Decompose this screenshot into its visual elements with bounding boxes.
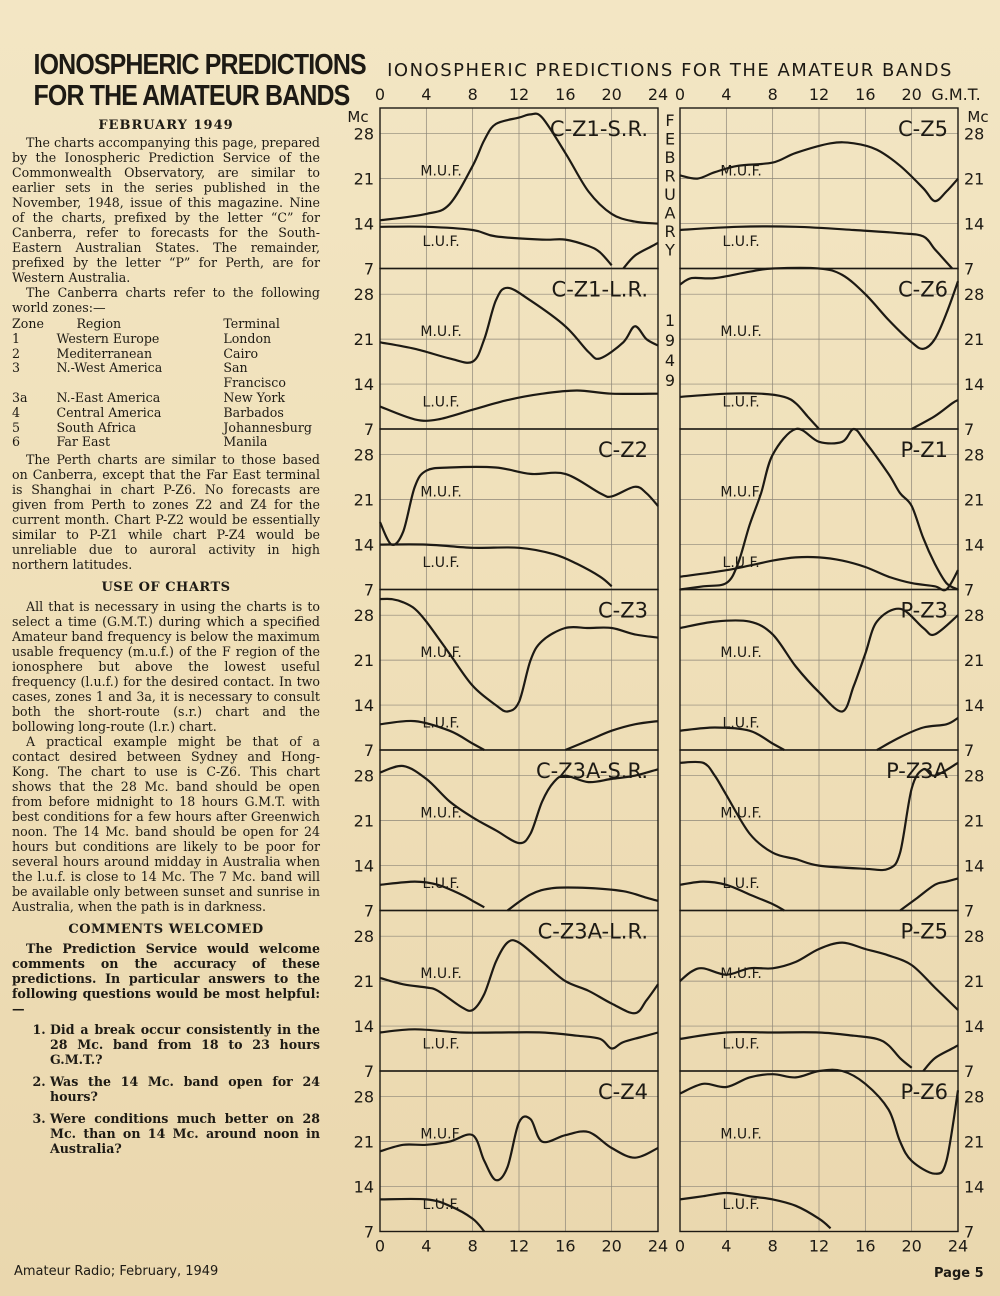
footer-publication: Amateur Radio; February, 1949 [14,1264,219,1279]
zones-intro-paragraph: The Canberra charts refer to the following world zones:— [12,285,320,315]
zone-terminal-cell: New York [223,389,286,405]
luf-label: L.U.F. [422,715,460,732]
y-tick-label: 7 [964,1062,975,1081]
y-tick-label: 7 [964,1222,975,1242]
middle-letter: F [665,111,675,130]
y-tick-label: 21 [964,169,985,189]
panel-name: C-Z1-L.R. [551,277,648,302]
top-x-tick-label: 12 [508,85,530,104]
panel-name: C-Z4 [598,1080,648,1104]
luf-curve [912,400,958,429]
luf-curve [380,227,612,266]
top-x-tick-label: 0 [674,85,686,104]
y-tick-label: 28 [353,124,374,144]
y-tick-label: 28 [964,1087,985,1107]
footer-page-number: Page 5 [934,1266,984,1281]
question-item: 3. Were conditions much better on 28 Mc. than on 14 Mc. around noon in Australia? [50,1111,320,1156]
top-x-tick-label: 4 [721,85,732,104]
y-tick-label: 21 [353,651,374,671]
zone-terminal-cell: Barbados [223,404,284,420]
zone-row [12,361,312,391]
use-of-charts-heading: USE OF CHARTS [101,580,231,596]
middle-letter: Y [665,240,675,260]
bottom-x-tick-label: 4 [721,1236,732,1256]
luf-label: L.U.F. [722,876,760,893]
muf-label: M.U.F. [720,805,762,822]
y-tick-label: 21 [353,490,374,510]
middle-letter: 9 [664,331,676,350]
zone-zone-cell: 6 [12,434,21,450]
luf-label: L.U.F. [422,394,460,411]
y-tick-label: 28 [353,766,374,786]
muf-label: M.U.F. [720,1126,762,1143]
y-tick-label: 28 [964,124,985,144]
luf-label: L.U.F. [422,1036,460,1053]
y-tick-label: 7 [363,1062,374,1081]
bottom-x-tick-label: 4 [421,1236,432,1256]
y-tick-label: 21 [964,330,985,350]
y-tick-label: 7 [964,901,975,921]
y-tick-label: 14 [964,696,985,716]
middle-letter: R [664,222,676,241]
zone-terminal-cell: Cairo [223,345,259,361]
luf-curve [623,243,658,269]
article-title-line2: FOR THE AMATEUR BANDS [33,80,350,112]
top-x-tick-label: 16 [555,85,576,104]
panel-name: C-Z5 [898,117,948,141]
y-tick-label: 7 [363,580,374,600]
chart-title: IONOSPHERIC PREDICTIONS FOR THE AMATEUR BANDS [387,60,953,81]
luf-curve [680,1032,912,1068]
luf-label: L.U.F. [722,1197,760,1214]
y-tick-label: 21 [964,972,985,992]
y-tick-label: 14 [964,856,985,876]
bottom-x-tick-label: 8 [467,1236,478,1256]
y-tick-label: 14 [353,856,374,876]
luf-label: L.U.F. [422,234,460,251]
luf-curve [900,878,958,910]
top-x-tick-label: 12 [808,85,830,104]
bottom-x-tick-label: 12 [808,1236,830,1256]
middle-letter: R [664,166,676,186]
y-tick-label: 14 [964,375,985,395]
y-tick-label: 28 [353,445,374,465]
luf-label: L.U.F. [722,715,760,732]
zone-row [12,347,312,362]
muf-label: M.U.F. [720,484,762,501]
panel-name: P-Z3 [900,598,948,623]
zone-zone-cell: 1 [12,330,21,346]
bottom-x-tick-label: 24 [947,1236,969,1256]
muf-label: M.U.F. [720,965,762,982]
panel-name: P-Z5 [900,919,948,944]
intro-paragraph: The charts accompanying this page, prepared by the Ionospheric Prediction Service of the Commonwealth Observatory, are similar to earlier sets in the series published in the November, 1948, issue of this magazine. Nine of the charts, prefixed by the letter “C” for Canberra, refer to forecasts for the South-Eastern Australian States. The remainder, prefixed by the letter “P” for Perth, are for Western Australia. [12,135,320,285]
panel-name: C-Z2 [598,438,648,462]
zone-region-cell: N.-West America [56,360,163,376]
y-tick-label: 28 [964,927,985,947]
muf-label: M.U.F. [420,323,462,340]
y-tick-label: 14 [353,1017,374,1037]
bottom-x-tick-label: 24 [647,1236,669,1256]
middle-letter: 9 [664,371,676,390]
panel-name: C-Z1-S.R. [549,117,648,141]
y-tick-label: 14 [353,696,374,716]
y-tick-label: 28 [353,285,374,305]
terminal-col-header: Terminal [223,316,280,331]
zone-row [12,421,312,436]
region-col-header: Region [76,316,122,331]
y-tick-label: 28 [353,1087,374,1107]
zone-region-cell: N.-East America [56,389,161,405]
panel-name: P-Z6 [900,1080,948,1104]
zone-zone-cell: 5 [12,419,21,435]
zone-zone-cell: 4 [12,404,21,420]
muf-label: M.U.F. [420,484,462,501]
middle-letter: 4 [664,351,676,370]
y-tick-label: 21 [964,811,985,831]
bottom-x-tick-label: 16 [555,1236,576,1256]
zones-table-header [12,317,312,332]
luf-label: L.U.F. [422,1197,460,1214]
y-tick-label: 14 [353,375,374,395]
bottom-x-tick-label: 8 [767,1236,778,1256]
y-tick-label: 7 [363,259,374,279]
y-tick-label: 14 [964,1017,985,1037]
muf-label: M.U.F. [420,644,462,661]
zone-region-cell: Western Europe [56,330,160,346]
article-date: FEBRUARY 1949 [98,118,234,133]
zone-terminal-cell: London [223,330,272,346]
y-tick-label: 21 [353,169,374,189]
top-x-tick-label: 8 [767,85,778,104]
panel-name: P-Z1 [900,438,948,462]
perth-paragraph: The Perth charts are similar to those based on Canberra, except that the Far East terminal is Shanghai in chart P-Z6. No forecasts are given from Perth to zones Z2 and Z4 for the current month. Chart P-Z2 would be essentially similar to P-Z1 while chart P-Z4 would be unreliable due to auroral activity in high northern latitudes. [12,452,320,573]
y-tick-label: 28 [964,445,985,465]
luf-label: L.U.F. [422,555,460,572]
y-tick-label: 7 [363,901,374,921]
top-x-tick-label: 4 [421,85,432,104]
y-tick-label: 21 [964,651,985,671]
y-unit-label-right: Mc [967,108,989,126]
y-tick-label: 28 [353,927,374,947]
y-tick-label: 28 [964,285,985,305]
zone-region-cell: Central America [56,404,162,420]
y-tick-label: 14 [353,535,374,555]
zone-region-cell: Mediterranean [56,345,153,361]
question-item: 1. Did a break occur consistently in the 28 Mc. band from 18 to 23 hours G.M.T.? [50,1022,320,1067]
bottom-x-tick-label: 20 [601,1236,622,1256]
muf-label: M.U.F. [420,163,462,180]
zone-zone-cell: 2 [12,345,21,361]
comments-paragraph: The Prediction Service would welcome comments on the accuracy of these predictions. In particular answers to the following questions would be most helpful:— [12,941,320,1017]
y-tick-label: 7 [964,259,975,279]
luf-curve [380,544,612,586]
luf-curve [877,718,958,750]
panel-name: C-Z3 [598,598,648,623]
top-x-tick-label: 24 [647,85,669,104]
y-tick-label: 7 [363,741,374,760]
panel-name: P-Z3A [886,759,948,783]
bottom-x-tick-label: 0 [674,1236,686,1256]
ionospheric-charts [340,52,1000,1262]
panel-name: C-Z6 [898,277,948,302]
y-tick-label: 7 [964,741,975,760]
zone-zone-cell: 3a [12,389,28,405]
luf-label: L.U.F. [722,234,760,251]
zone-row [12,391,312,406]
zone-row [12,332,312,347]
example-paragraph: A practical example might be that of a contact desired between Sydney and Hong-Kong. The chart to use is C-Z6. This chart shows that the 28 Mc. band should be open from before midnight to 18 hours G.M.T. with best conditions for a few hours after Greenwich noon. The 14 Mc. band should be open for 24 hours but conditions are likely to be poor for several hours around midday in Australia when the l.u.f. is close to 14 Mc. The 7 Mc. band will be available only between sunset and sunrise in Australia, when the path is in darkness. [12,734,320,915]
top-x-tick-label: 20 [601,85,622,104]
y-tick-label: 28 [964,606,985,626]
top-x-tick-label: 20 [901,85,922,104]
zone-terminal-cell: San Francisco [223,360,286,391]
top-x-tick-label: 16 [855,85,876,104]
y-tick-label: 7 [964,420,975,439]
y-tick-label: 21 [353,330,374,350]
zone-terminal-cell: Manila [223,434,268,450]
y-tick-label: 14 [964,535,985,555]
question-item: 2. Was the 14 Mc. band open for 24 hours? [50,1074,320,1104]
y-tick-label: 21 [353,811,374,831]
y-tick-label: 14 [964,1177,985,1197]
y-tick-label: 28 [353,606,374,626]
bottom-x-tick-label: 16 [855,1236,876,1256]
muf-label: M.U.F. [420,965,462,982]
panel-name: C-Z3A-L.R. [537,919,648,944]
zone-region-cell: Far East [56,434,111,450]
comments-heading: COMMENTS WELCOMED [68,922,264,938]
middle-letter: A [664,203,676,223]
y-tick-label: 14 [353,214,374,234]
luf-label: L.U.F. [722,394,760,411]
muf-label: M.U.F. [420,1126,462,1143]
muf-label: M.U.F. [720,323,762,340]
questions-list [12,1022,320,1156]
y-tick-label: 7 [964,580,975,600]
top-x-tick-label: 8 [467,85,478,104]
luf-curve [923,1045,958,1071]
y-tick-label: 21 [964,490,985,510]
bottom-x-tick-label: 20 [901,1236,922,1256]
gmt-label: G.M.T. [931,85,981,104]
zone-row [12,406,312,421]
usage-paragraph: All that is necessary in using the charts is to select a time (G.M.T.) during which a specified Amateur band frequency is below the maximum usable frequency (m.u.f.) of the F region of the ionosphere but above the lowest useful frequency (l.u.f.) for the desired contact. In two cases, zones 1 and 3a, it is necessary to consult both the short-route (s.r.) chart and the bollowing long-route (l.r.) chart. [12,599,320,735]
zone-row [12,435,312,450]
luf-label: L.U.F. [722,555,760,572]
luf-label: L.U.F. [422,876,460,893]
middle-letter: U [664,185,676,204]
y-tick-label: 28 [964,766,985,786]
y-tick-label: 7 [363,1222,374,1242]
bottom-x-tick-label: 0 [374,1236,386,1256]
y-tick-label: 14 [353,1177,374,1197]
bottom-x-tick-label: 12 [508,1236,530,1256]
muf-label: M.U.F. [420,805,462,822]
luf-label: L.U.F. [722,1036,760,1053]
zone-region-cell: South Africa [56,419,137,435]
zone-zone-cell: 3 [12,360,21,376]
y-tick-label: 14 [964,214,985,234]
muf-label: M.U.F. [720,163,762,180]
middle-letter: E [664,129,676,149]
article-title-line1: IONOSPHERIC PREDICTIONS [33,49,366,81]
y-tick-label: 21 [353,1132,374,1152]
luf-curve [507,887,658,910]
panel-name: C-Z3A-S.R. [536,759,648,783]
zones-table [12,317,312,450]
y-tick-label: 21 [964,1132,985,1152]
y-tick-label: 7 [363,420,374,439]
middle-letter: 1 [664,311,676,330]
y-unit-label-left: Mc [347,108,369,126]
y-tick-label: 21 [353,972,374,992]
muf-label: M.U.F. [720,644,762,661]
middle-letter: B [664,148,676,167]
top-x-tick-label: 0 [374,85,386,104]
zone-terminal-cell: Johannesburg [223,419,312,435]
zone-col-header: Zone [12,316,44,331]
